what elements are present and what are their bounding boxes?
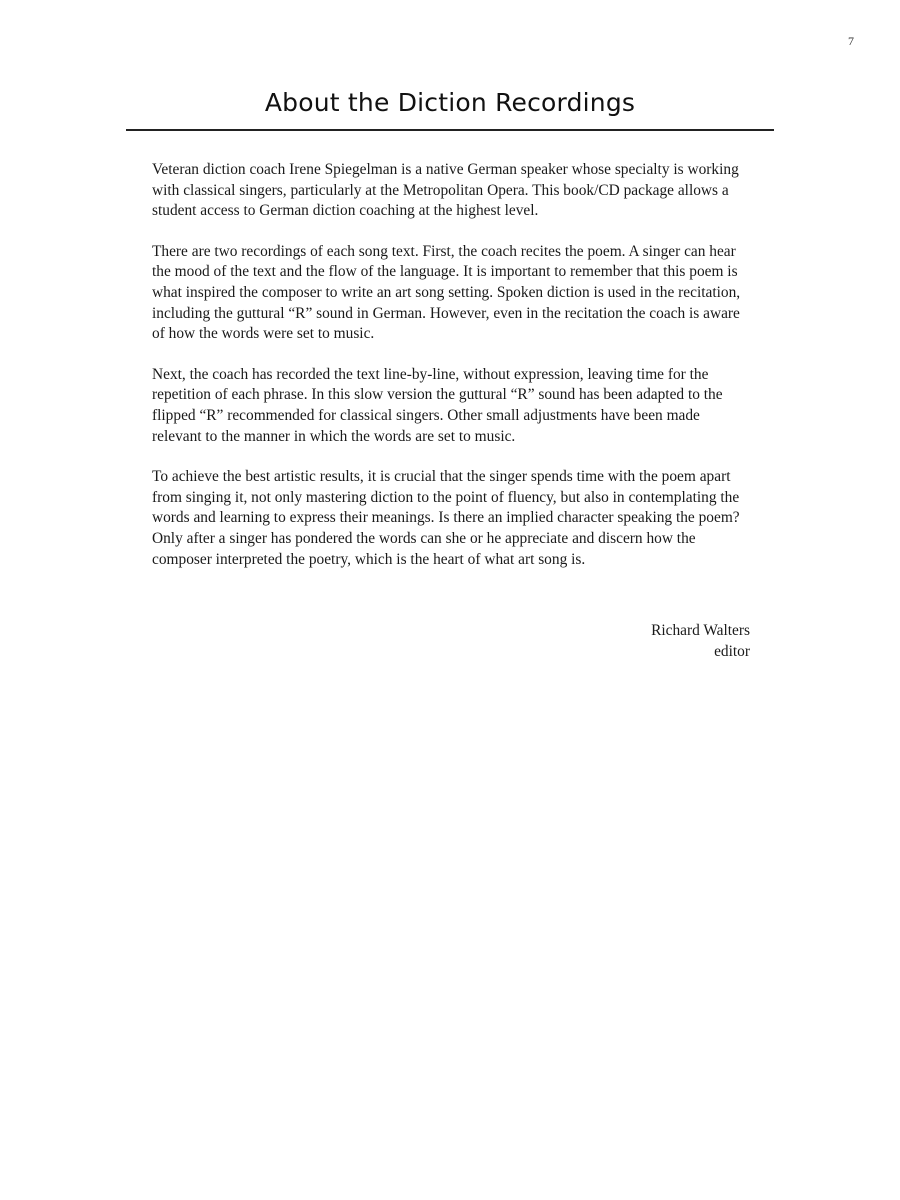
signature-block — [651, 621, 750, 662]
paragraph-line-by-line: Next, the coach has recorded the text line-by-line, without expression, leaving time for the repetition of each phrase. In this slow version the guttural “R” sound has been adapted to the flipped “R” recommended for classical singers. Other small adjustments have been made relevant to the manner in which the words are set to music. — [152, 365, 723, 445]
signature-role: editor — [714, 642, 750, 660]
paragraph-recordings: There are two recordings of each song text. First, the coach recites the poem. A singer can hear the mood of the text and the flow of the language. It is important to remember that this poem is what inspired the composer to write an art song setting. Spoken diction is used in the recitation, including the guttural “R” sound in German. However, even in the recitation the coach is aware of how the words were set to music. — [152, 242, 741, 343]
body-text — [152, 160, 752, 590]
page-title: About the Diction Recordings — [264, 88, 636, 117]
signature-name: Richard Walters — [651, 622, 750, 639]
title-underline-rule — [126, 129, 774, 131]
paragraph-intro: Veteran diction coach Irene Spiegelman is a native German speaker whose specialty is working with classical singers, particularly at the Metropolitan Opera. This book/CD package allows a student access to German diction coaching at the highest level. — [152, 161, 739, 220]
page-number: 7 — [848, 34, 854, 48]
paragraph-artistic-results: To achieve the best artistic results, it is crucial that the singer spends time with the poem apart from singing it, not only mastering diction to the point of fluency, but also in contemplating the words and learning to express their meanings. Is there an implied character speaking the poem? Only after a singer has pondered the words can she or he appreciate and discern how the composer interpreted the poetry, which is the heart of what art song is. — [152, 468, 740, 568]
